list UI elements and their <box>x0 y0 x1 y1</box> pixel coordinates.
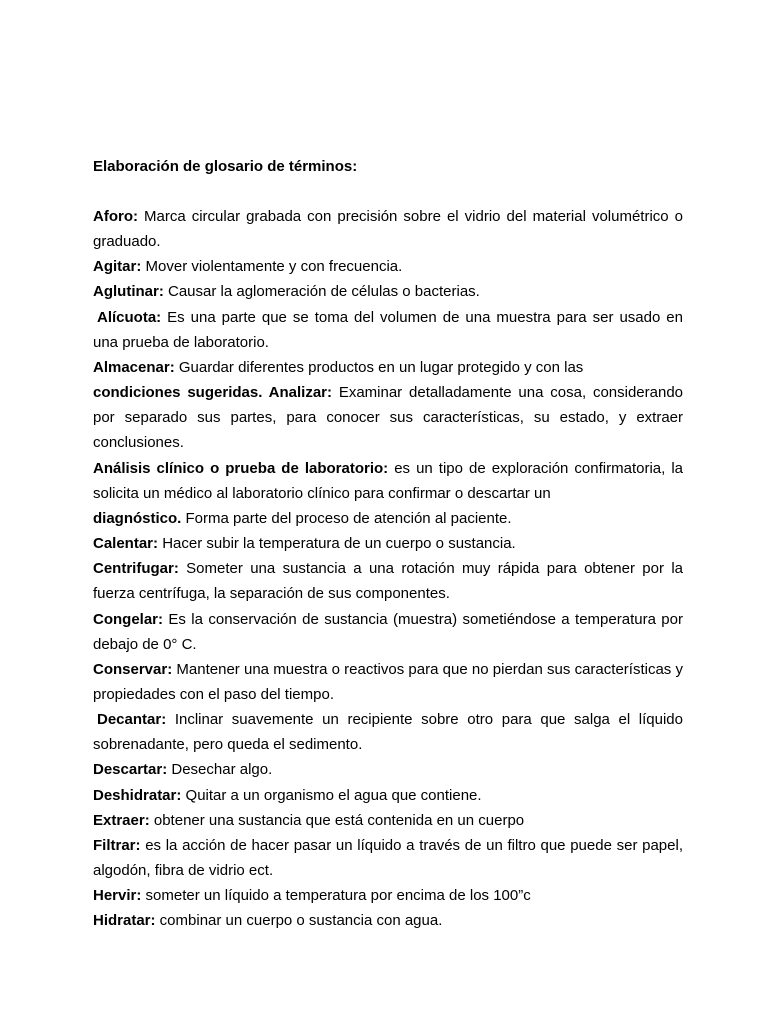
glossary-definition: combinar un cuerpo o sustancia con agua. <box>155 912 443 930</box>
glossary-entry-calentar <box>93 531 683 556</box>
glossary-term: Hervir: <box>93 887 142 905</box>
glossary-definition: es un tipo de exploración confirmatoria, la solicita un médico al laboratorio clínico para confirmar o descartar un <box>93 459 683 502</box>
glossary-definition: Es la conservación de sustancia (muestra) sometiéndose a temperatura por debajo de 0° C. <box>93 610 683 653</box>
glossary-entry-deshidratar <box>93 783 683 808</box>
glossary-term: Aforo: <box>93 208 138 225</box>
glossary-term: Hidratar: <box>93 912 156 930</box>
glossary-list <box>93 204 683 934</box>
glossary-entry-hidratar <box>93 908 683 933</box>
glossary-entry-aforo <box>93 204 683 254</box>
glossary-term: condiciones sugeridas. Analizar: <box>93 384 332 402</box>
glossary-definition: Marca circular grabada con precisión sobre el vidrio del material volumétrico o graduado. <box>93 208 683 251</box>
glossary-definition: Guardar diferentes productos en un lugar protegido y con las <box>174 358 584 376</box>
glossary-definition: Quitar a un organismo el agua que contiene. <box>181 786 482 804</box>
glossary-definition: Mantener una muestra o reactivos para que no pierdan sus características y propiedades con el paso del tiempo. <box>93 660 683 703</box>
glossary-entry-congelar <box>93 607 683 657</box>
glossary-term: Conservar: <box>93 660 173 678</box>
glossary-entry-analisis-clinico <box>93 456 683 531</box>
glossary-entry-filtrar <box>93 833 683 883</box>
glossary-term: Deshidratar: <box>93 786 182 804</box>
glossary-definition: Inclinar suavemente un recipiente sobre otro para que salga el líquido sobrenadante, pero queda el sedimento. <box>93 711 683 754</box>
document-title: Elaboración de glosario de términos: <box>93 158 358 175</box>
glossary-definition: Mover violentamente y con frecuencia. <box>141 258 403 276</box>
glossary-term: Descartar: <box>93 761 168 779</box>
glossary-term: Calentar: <box>93 535 159 553</box>
glossary-entry-almacenar <box>93 355 683 456</box>
glossary-term: Decantar: <box>97 711 167 729</box>
glossary-definition: Someter una sustancia a una rotación muy rápida para obtener por la fuerza centrífuga, la separación de sus componentes. <box>93 560 683 603</box>
glossary-definition: Causar la aglomeración de células o bacterias. <box>163 283 480 301</box>
glossary-entry-alicuota <box>93 305 683 355</box>
glossary-definition: Hacer subir la temperatura de un cuerpo o sustancia. <box>158 535 516 553</box>
glossary-term: Agitar: <box>93 258 142 276</box>
glossary-term: Aglutinar: <box>93 283 164 301</box>
glossary-entry-centrifugar <box>93 556 683 606</box>
glossary-definition: es la acción de hacer pasar un líquido a través de un filtro que puede ser papel, algodón, fibra de vidrio ect. <box>93 836 683 880</box>
glossary-term: Almacenar: <box>93 358 175 376</box>
glossary-definition: someter un líquido a temperatura por encima de los 100”c <box>141 887 531 905</box>
glossary-term: diagnóstico. <box>93 509 182 527</box>
glossary-term: Alícuota: <box>97 308 162 326</box>
glossary-entry-extraer <box>93 808 683 833</box>
glossary-entry-descartar <box>93 757 683 782</box>
glossary-definition: Examinar detalladamente una cosa, considerando por separado sus partes, para conocer sus características, su estado, y extraer conclusiones. <box>93 384 684 452</box>
glossary-definition: Es una parte que se toma del volumen de una muestra para ser usado en una prueba de laboratorio. <box>93 308 683 351</box>
glossary-term: Congelar: <box>93 610 164 628</box>
glossary-definition: Desechar algo. <box>167 761 273 779</box>
glossary-entry-aglutinar <box>93 279 683 304</box>
glossary-entry-agitar <box>93 254 683 279</box>
glossary-entry-decantar <box>93 707 683 757</box>
glossary-entry-hervir <box>93 883 683 908</box>
glossary-term: Análisis clínico o prueba de laboratorio: <box>93 459 389 477</box>
glossary-entry-conservar <box>93 657 683 707</box>
document-page <box>93 154 683 934</box>
glossary-definition: Forma parte del proceso de atención al paciente. <box>181 509 512 527</box>
glossary-definition: obtener una sustancia que está contenida en un cuerpo <box>149 811 525 829</box>
glossary-term: Extraer: <box>93 811 150 829</box>
glossary-term: Filtrar: <box>93 836 141 854</box>
glossary-term: Centrifugar: <box>93 560 179 578</box>
